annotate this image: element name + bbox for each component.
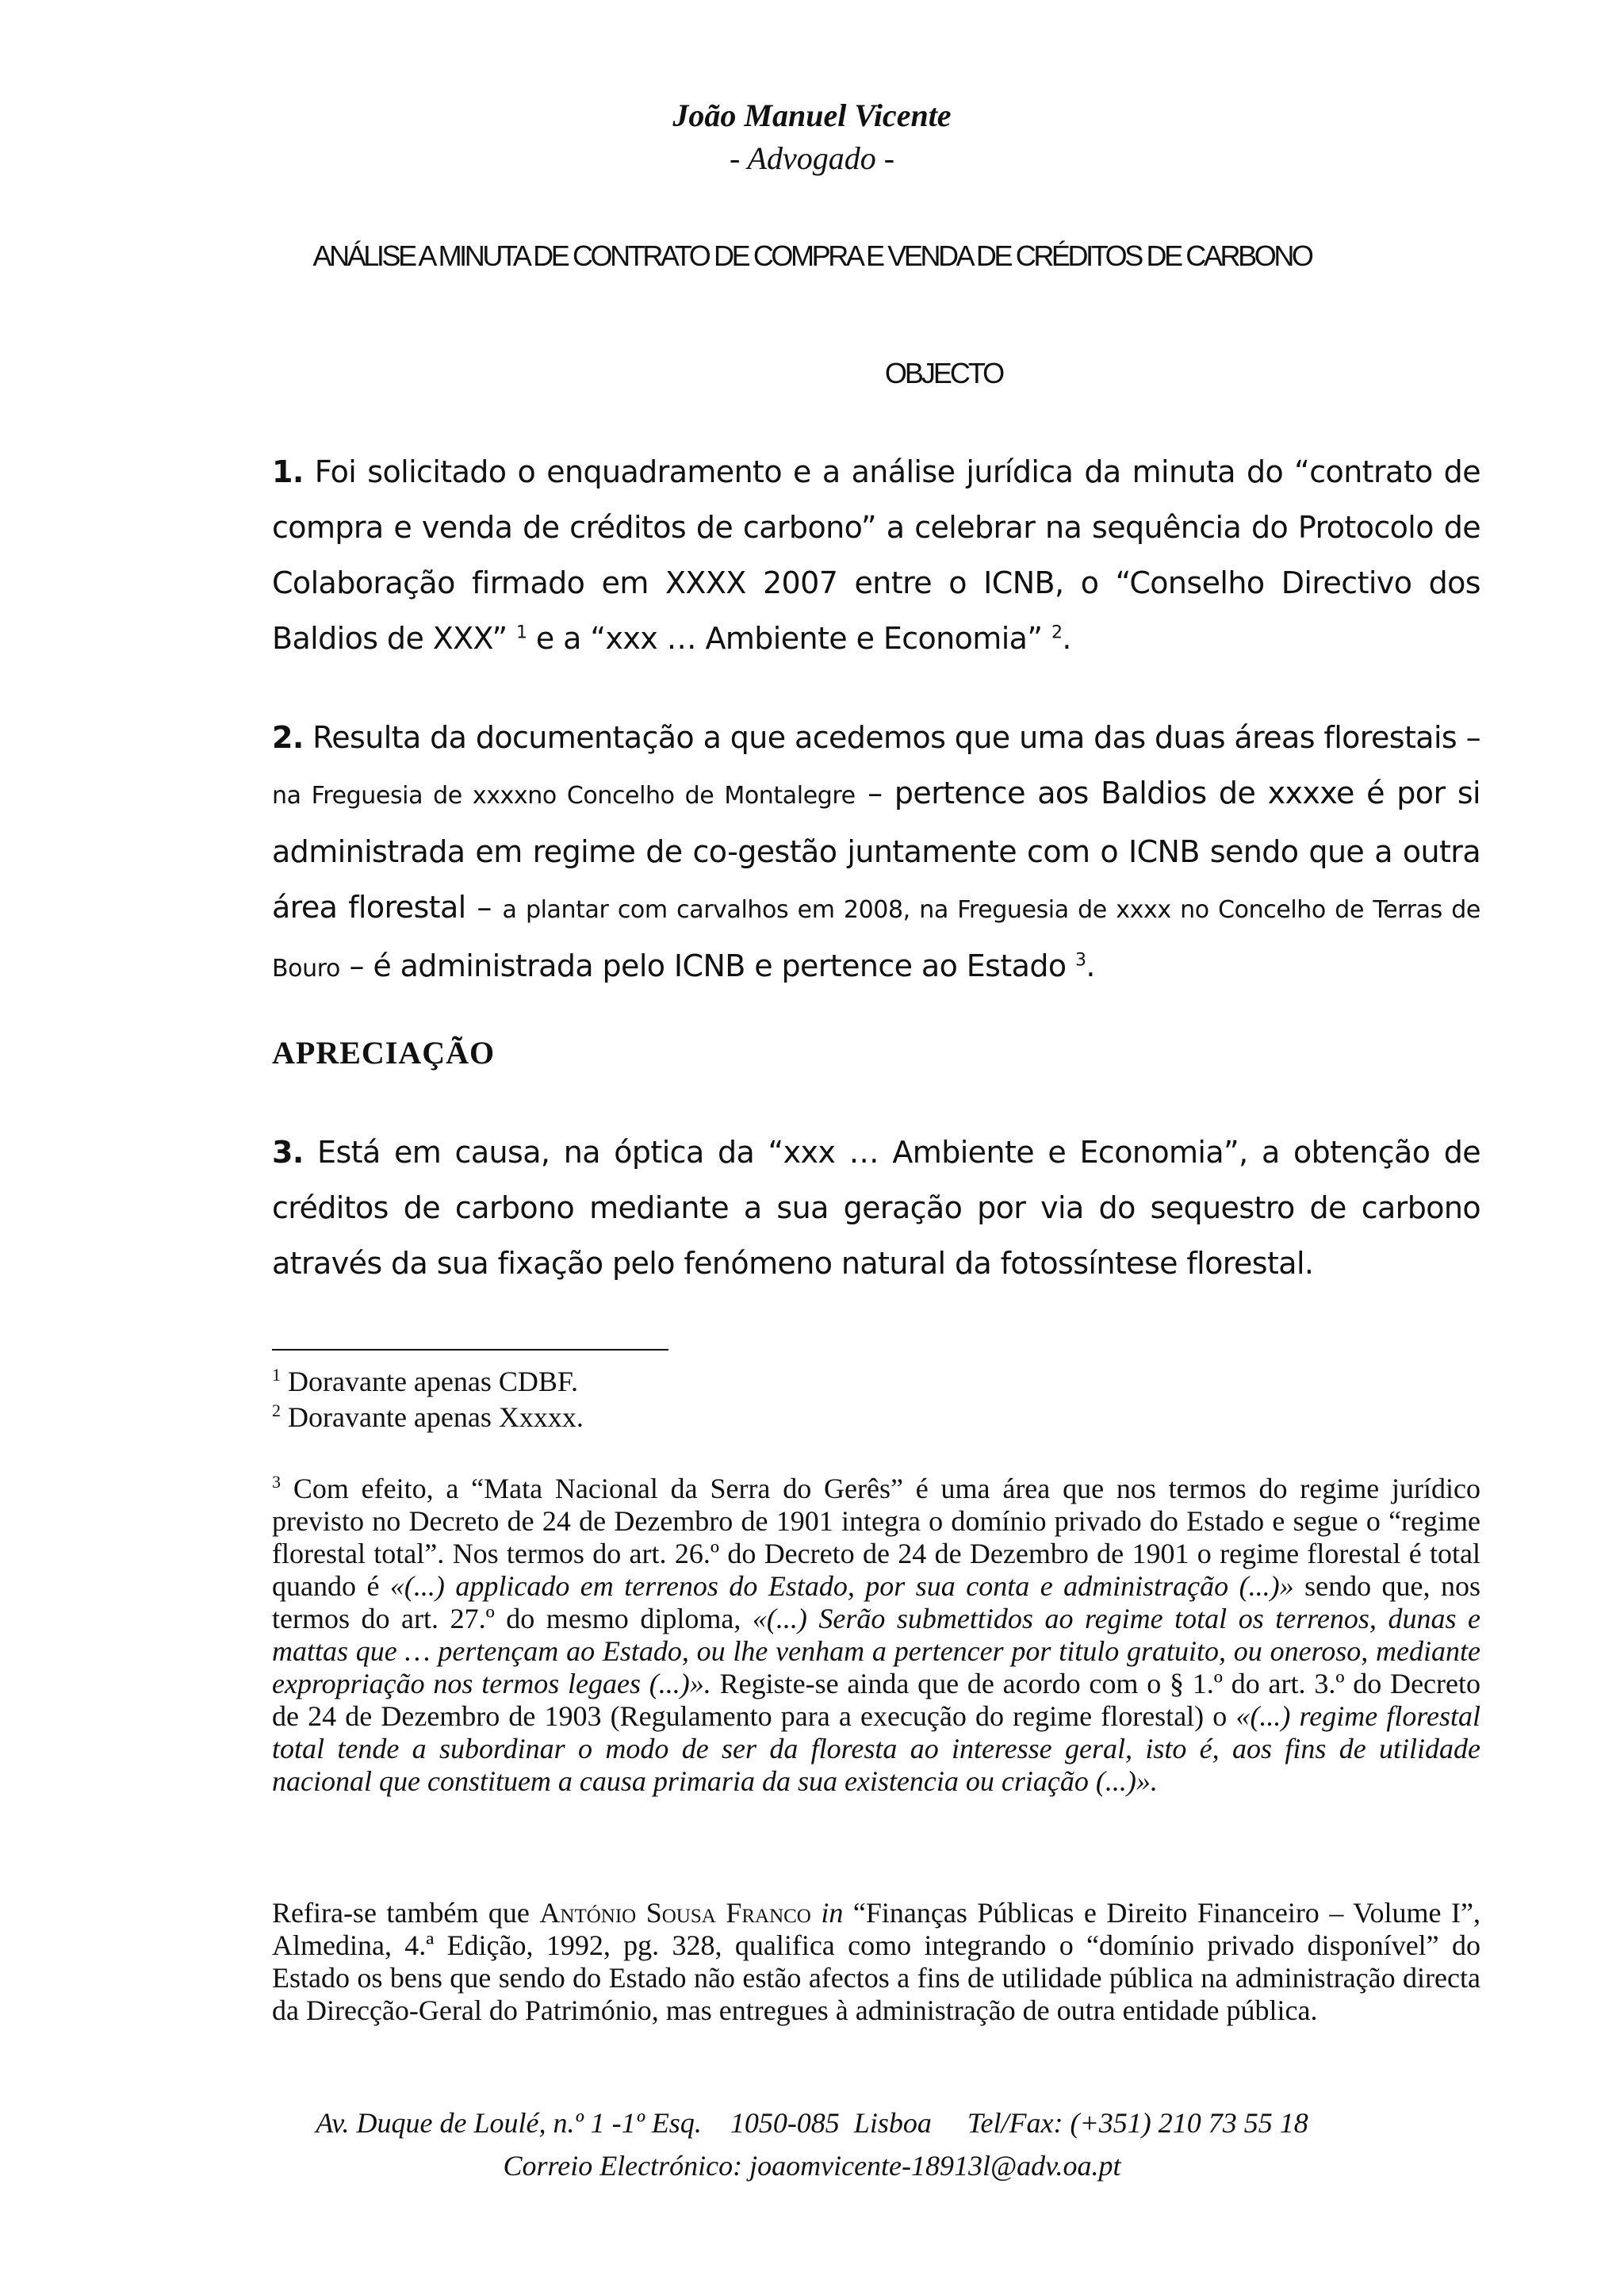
paragraph-aside: a plantar com carvalhos em 2008, na Freguesia de xxxx no Concelho de Terras de Bouro xyxy=(272,896,1480,983)
paragraph-text: Resulta da documentação a que acedemos que uma das duas áreas florestais – xyxy=(312,720,1480,755)
footnote-text: Registe-se ainda que de acordo com o § 1.º do art. 3.º do Decreto de 24 de Dezembro de 1903 (Regulamento para a execução do regime florestal) o xyxy=(272,1668,1481,1732)
footnote-number: 2 xyxy=(272,1400,281,1420)
paragraph-text: – é administrada pelo ICNB e pertence ao Estado xyxy=(349,948,1067,983)
paragraph-text: . xyxy=(1086,948,1095,983)
footnote-quote: «(...) Serão submettidos ao regime total os terrenos, dunas e mattas que … pertençam ao Estado, ou lhe venham a pertencer por titulo gratuito, ou oneroso, mediante expropriação nos termos legaes (...)». xyxy=(272,1603,1480,1699)
paragraph-number: 1. xyxy=(272,454,304,489)
footnote-text: “Finanças Públicas e Direito Financeiro – Volume I”, Almedina, 4.ª Edição, 1992, pg. 328, qualifica como integrando o “domínio privado disponível” do Estado os bens que sendo do Estado não estão afectos a fins de utilidade pública na administração directa da Direcção-Geral do Património, mas entregues à administração de outra entidade pública. xyxy=(272,1897,1481,2026)
footnote-ref-3[interactable]: 3 xyxy=(1074,950,1086,971)
footnote-text: Doravante apenas CDBF. xyxy=(288,1366,579,1397)
paragraph-text: . xyxy=(1062,621,1071,656)
paragraph-2 xyxy=(272,710,1480,997)
paragraph-text: Está em causa, na óptica da “xxx … Ambiente e Economia”, a obtenção de créditos de carbono mediante a sua geração por via do sequestro de carbono através da sua fixação pelo fenómeno natural da fotossíntese florestal. xyxy=(272,1135,1480,1281)
footnote-1 xyxy=(272,1366,1480,1398)
footnote-separator xyxy=(272,1349,668,1351)
paragraph-1 xyxy=(272,444,1480,666)
footnote-3 xyxy=(272,1473,1480,1798)
footnote-number: 1 xyxy=(272,1365,281,1385)
footnote-3-continuation xyxy=(272,1897,1480,2027)
footnote-2 xyxy=(272,1401,1480,1434)
author-role: - Advogado - xyxy=(729,140,895,176)
footer-email: Correio Electrónico: joaomvicente-18913l@adv.oa.pt xyxy=(503,2150,1121,2182)
section-heading-objecto: OBJECTO xyxy=(884,357,1003,389)
footnote-text: Refira-se também que xyxy=(272,1897,530,1929)
footnote-text: Doravante apenas Xxxxx. xyxy=(288,1401,584,1433)
paragraph-aside: na Freguesia de xxxxno Concelho de Montalegre xyxy=(272,782,856,810)
footnote-text: Com efeito, a “Mata Nacional da Serra do Gerês” é uma área que nos termos do regime jurídico previsto no Decreto de 24 de Dezembro de 1901 integra o domínio privado do Estado e segue o “regime florestal total”. Nos termos do art. 26.º do Decreto de 24 de Dezembro de 1901 o regime florestal é total quando é xyxy=(272,1473,1481,1602)
footnote-ref-1[interactable]: 1 xyxy=(516,623,527,643)
section-heading-apreciacao: APRECIAÇÃO xyxy=(272,1035,496,1071)
cited-author: António Sousa Franco xyxy=(539,1897,811,1929)
paragraph-text: – pertence aos Baldios de xxxxe é por si administrada em regime de co-gestão juntamente com o ICNB sendo que a outra área florestal – xyxy=(272,776,1480,925)
paragraph-text: Foi solicitado o enquadramento e a análise jurídica da minuta do “contrato de compra e venda de créditos de carbono” a celebrar na sequência do Protocolo de Colaboração firmado em XXXX 2007 entre o ICNB, o “Conselho Directivo dos Baldios de XXX” xyxy=(272,454,1480,656)
paragraph-number: 2. xyxy=(272,720,304,755)
footnote-text: sendo que, nos termos do art. 27.º do mesmo diploma, xyxy=(272,1570,1480,1634)
footnote-ref-2[interactable]: 2 xyxy=(1051,623,1063,643)
footnote-number: 3 xyxy=(272,1472,281,1492)
document-title: ANÁLISE A MINUTA DE CONTRATO DE COMPRA E VENDA DE CRÉDITOS DE CARBONO xyxy=(312,239,1312,272)
paragraph-number: 3. xyxy=(272,1135,304,1170)
footnote-quote: «(...) applicado em terrenos do Estado, por sua conta e administração (...)» xyxy=(389,1570,1294,1602)
citation-in: in xyxy=(821,1897,844,1929)
paragraph-3 xyxy=(272,1125,1480,1291)
paragraph-text: e a “xxx … Ambiente e Economia” xyxy=(535,621,1043,656)
footer-address: Av. Duque de Loulé, n.º 1 -1º Esq. 1050-085 Lisboa Tel/Fax: (+351) 210 73 55 18 xyxy=(316,2107,1308,2139)
author-name: João Manuel Vicente xyxy=(672,98,952,133)
footnote-quote: «(...) regime florestal total tende a subordinar o modo de ser da floresta ao interesse geral, isto é, aos fins de utilidade nacional que constituem a causa primaria da sua existencia ou criação (...)». xyxy=(272,1700,1480,1797)
